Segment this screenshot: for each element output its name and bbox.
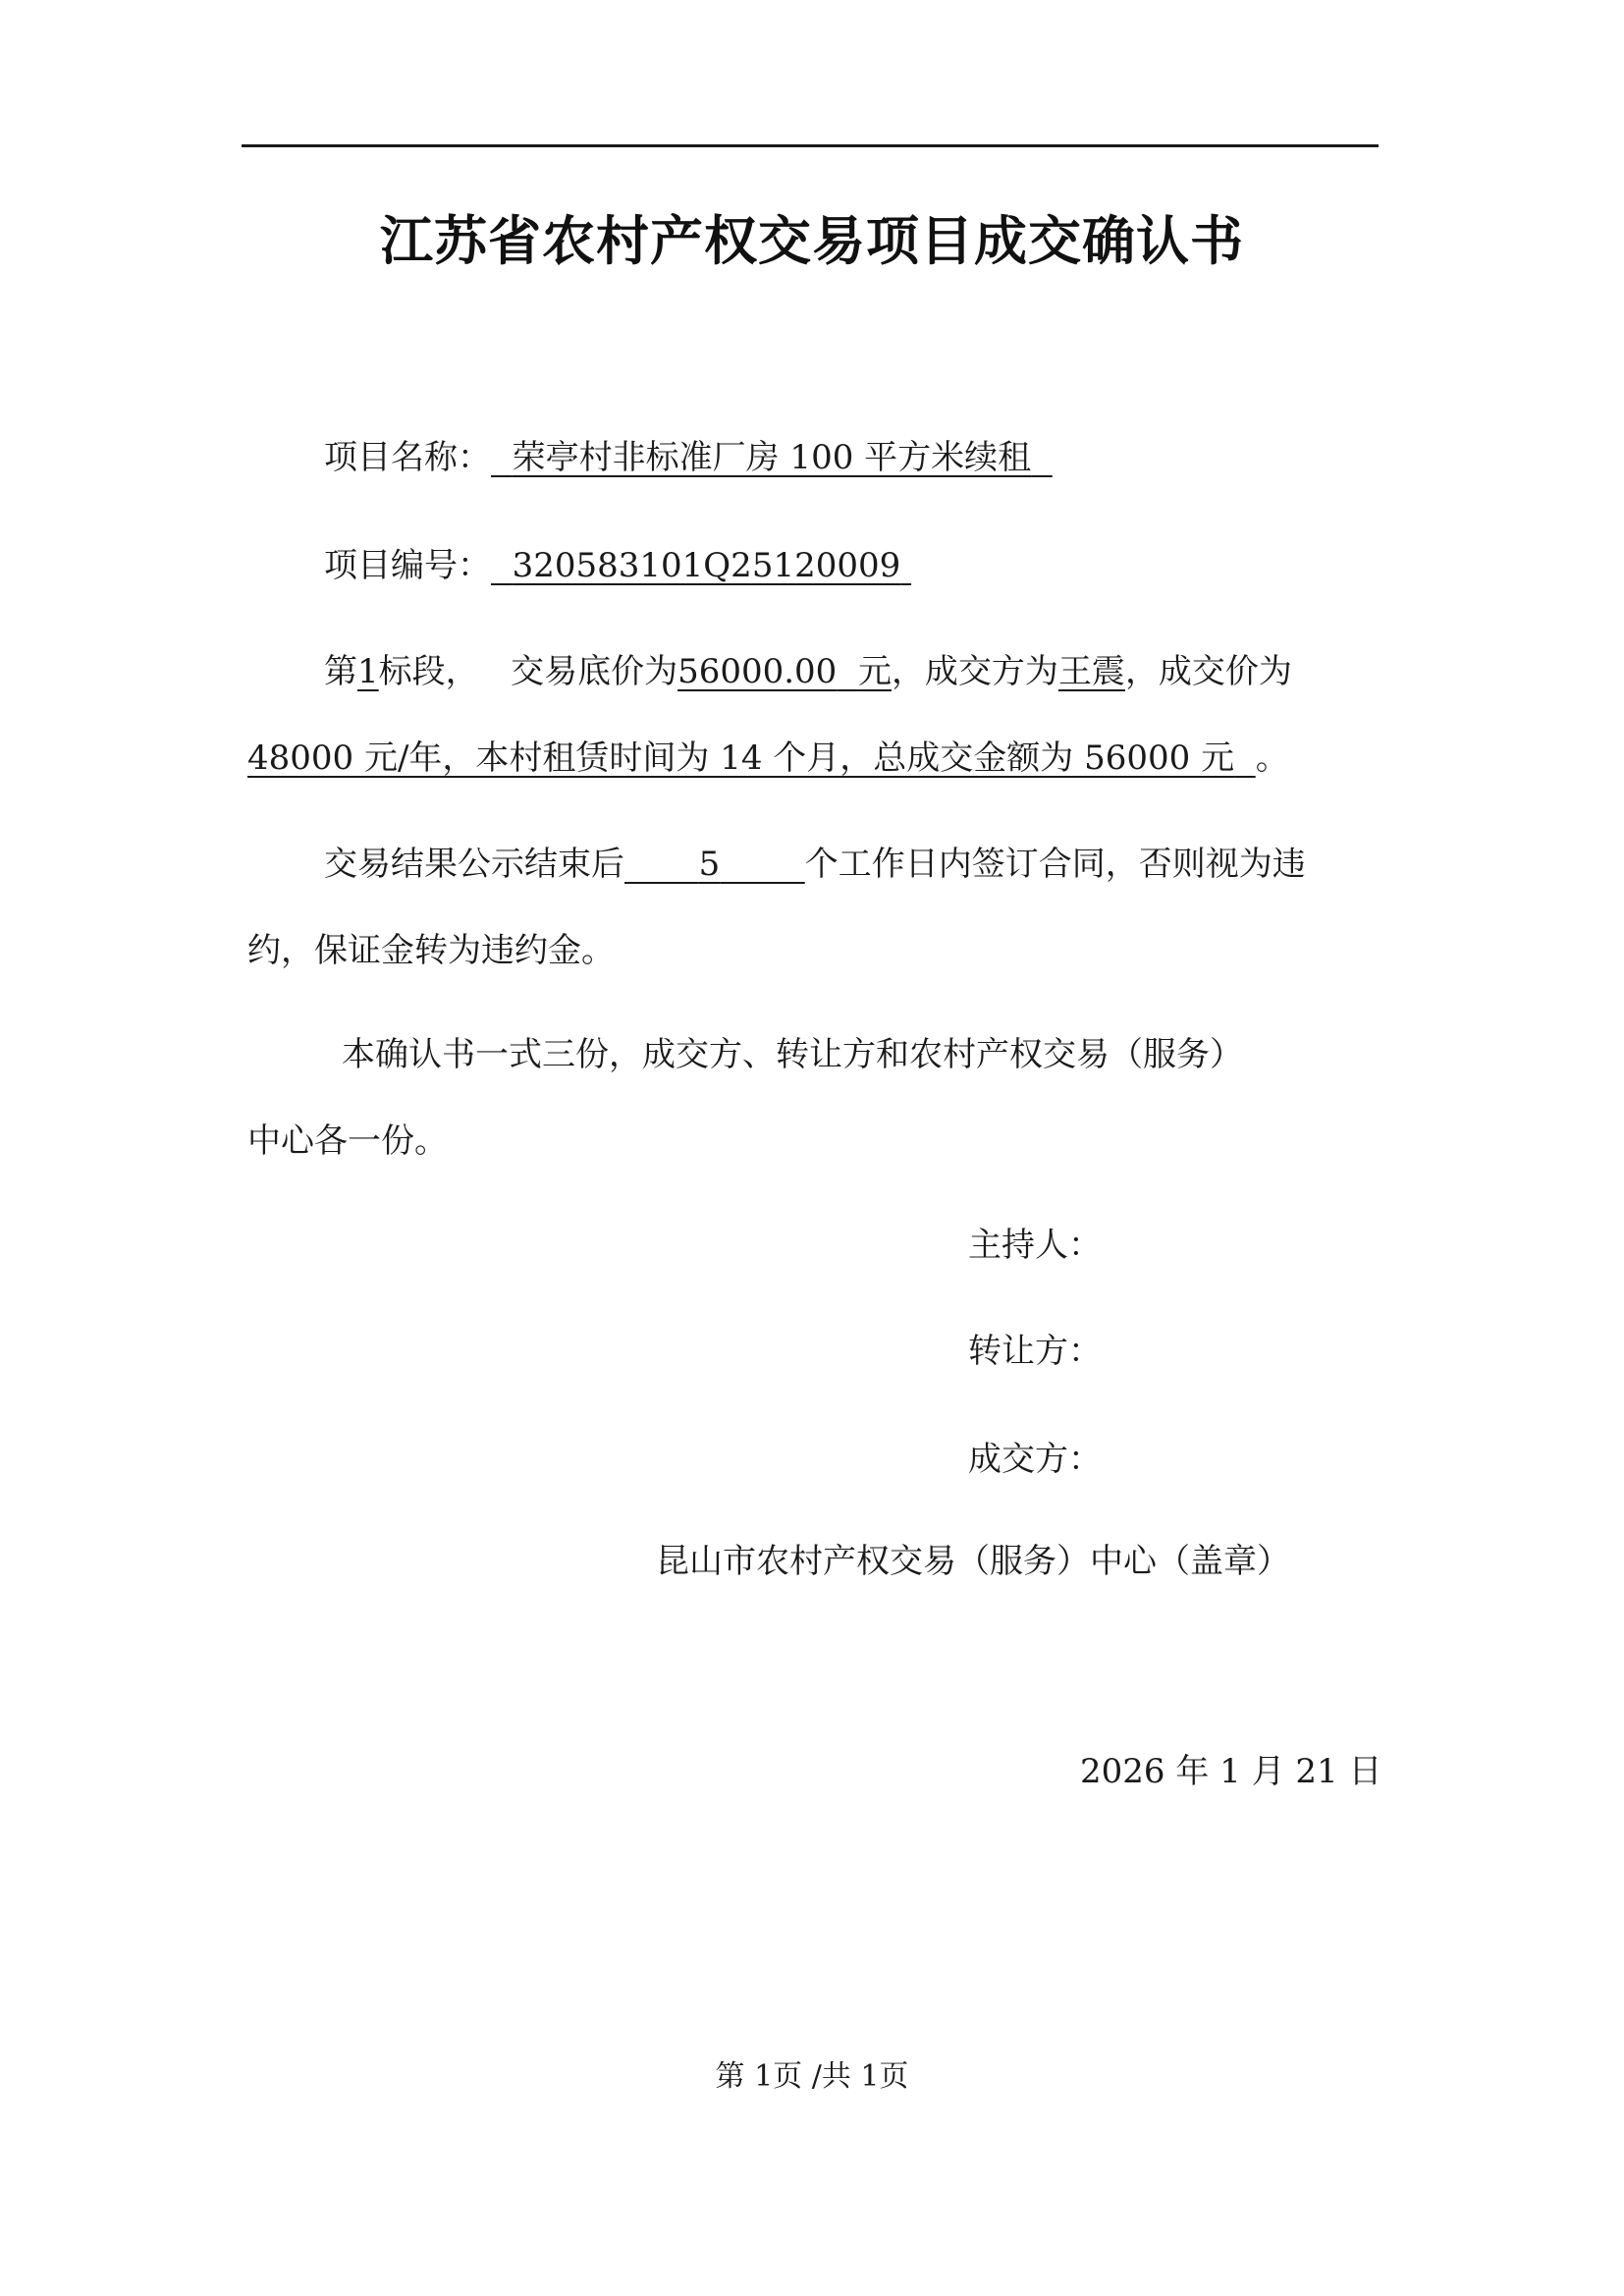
contract-line-1: 交易结果公示结束后 5 个工作日内签订合同，否则视为违 xyxy=(324,845,1306,884)
header-rule xyxy=(242,144,1379,147)
host-signature-label: 主持人： xyxy=(968,1226,1102,1265)
section-number: 1 xyxy=(357,652,379,691)
buyer-signature-label: 成交方： xyxy=(968,1440,1102,1479)
contract-days: 5 xyxy=(698,845,721,884)
document-date: 2026 年 1 月 21 日 xyxy=(1080,1752,1382,1791)
project-name-value: 荣亭村非标准厂房 100 平方米续租 xyxy=(512,438,1032,477)
issuer-seal-line: 昆山市农村产权交易（服务）中心（盖章） xyxy=(656,1542,1290,1581)
section-line-2: 48000 元/年，本村租赁时间为 14 个月，总成交金额为 56000 元 。 xyxy=(247,738,1289,778)
buyer-name: 王震 xyxy=(1057,652,1125,691)
document-title: 江苏省农村产权交易项目成交确认书 xyxy=(380,210,1244,272)
copies-line-2: 中心各一份。 xyxy=(247,1121,448,1161)
section-line-1: 第1标段， 交易底价为56000.00 元，成交方为王震，成交价为 xyxy=(324,652,1292,691)
project-number-value: 320583101Q25120009 xyxy=(512,546,901,585)
contract-line-2: 约，保证金转为违约金。 xyxy=(247,931,615,970)
base-price: 56000.00 元 xyxy=(677,652,892,691)
page-footer: 第 1页 /共 1页 xyxy=(715,2059,909,2094)
transferor-signature-label: 转让方： xyxy=(968,1332,1102,1371)
project-name-label: 项目名称： xyxy=(324,438,491,477)
deal-terms: 48000 元/年，本村租赁时间为 14 个月，总成交金额为 56000 元 xyxy=(247,738,1235,778)
project-name-row xyxy=(324,434,1053,481)
copies-line-1: 本确认书一式三份，成交方、转让方和农村产权交易（服务） xyxy=(342,1035,1243,1074)
project-number-label: 项目编号： xyxy=(324,546,491,585)
project-number-row xyxy=(324,542,911,589)
